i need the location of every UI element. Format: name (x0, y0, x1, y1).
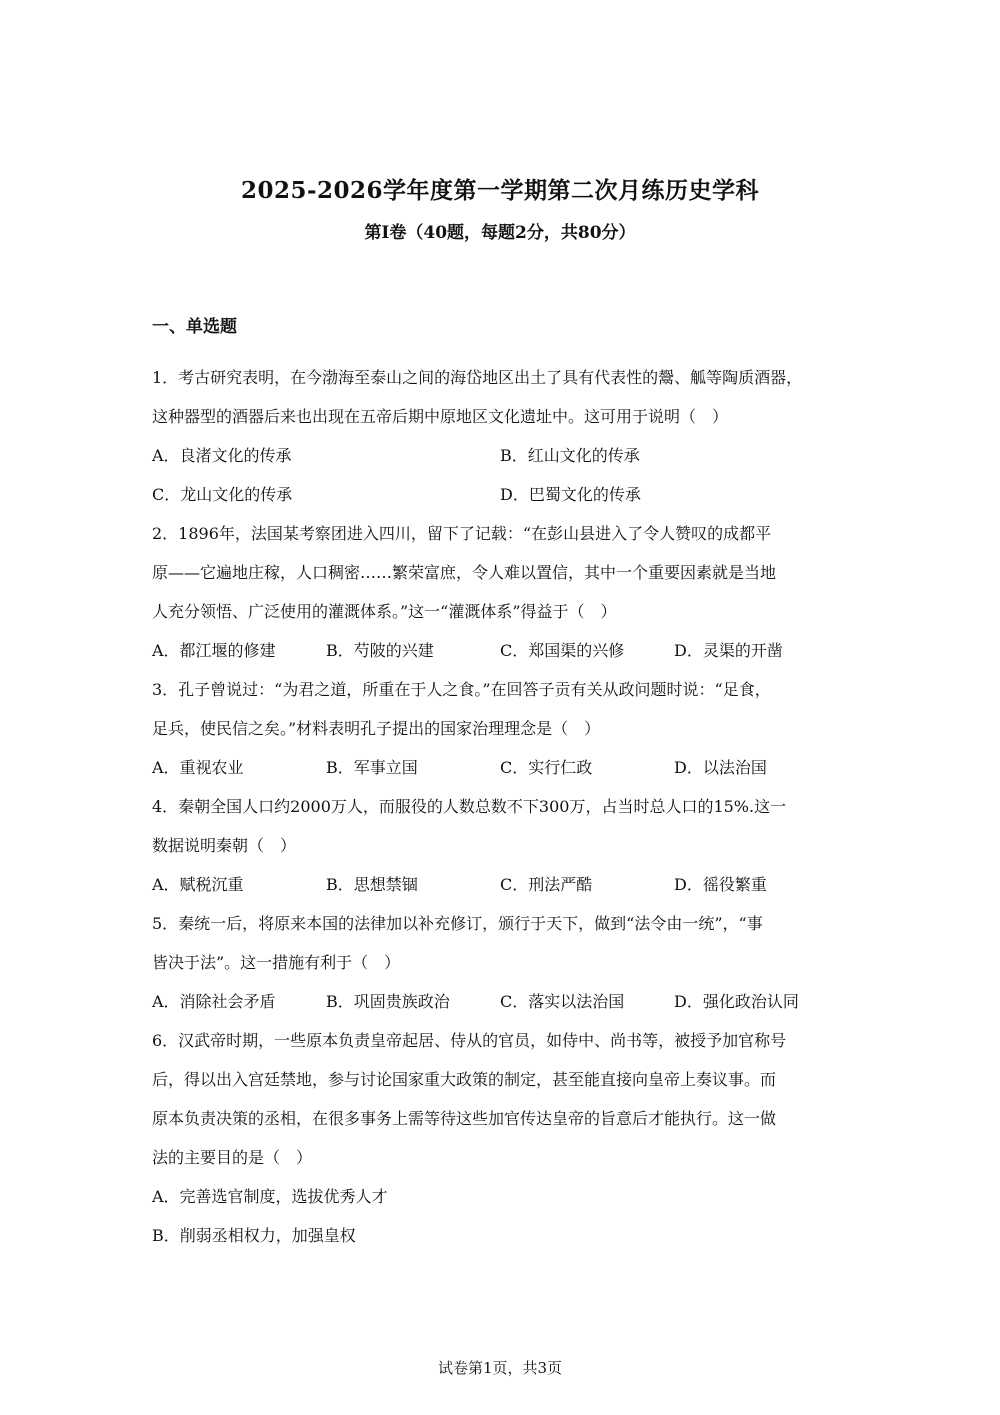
question-6-line-3: 原本负责决策的丞相，在很多事务上需等待这些加官传达皇帝的旨意后才能执行。这一做 (152, 1109, 777, 1128)
question-3-options (152, 755, 862, 794)
option-b: B．思想禁锢 (326, 875, 418, 894)
option-c: C．刑法严酷 (500, 875, 593, 894)
question-6-line-2: 后，得以出入宫廷禁地，参与讨论国家重大政策的制定，甚至能直接向皇帝上奏议事。而 (152, 1070, 777, 1089)
question-4 (152, 794, 862, 911)
exam-subtitle: 第Ⅰ卷（40题，每题2分，共80分） (364, 223, 636, 243)
option-b: B．削弱丞相权力，加强皇权 (152, 1226, 356, 1245)
question-2-line-2: 原——它遍地庄稼，人口稠密……繁荣富庶，令人难以置信，其中一个重要因素就是当地 (152, 563, 777, 582)
option-c: C．实行仁政 (500, 758, 593, 777)
option-c: C．龙山文化的传承 (152, 485, 293, 504)
question-2 (152, 521, 862, 677)
option-d: D．以法治国 (674, 758, 767, 777)
option-b: B．红山文化的传承 (500, 446, 640, 465)
option-a: A．良渚文化的传承 (152, 446, 292, 465)
question-4-options (152, 872, 862, 911)
option-b: B．军事立国 (326, 758, 418, 777)
question-4-line-1: 4．秦朝全国人口约2000万人，而服役的人数总数不下300万，占当时总人口的15%.这一 (152, 797, 787, 816)
option-a: A．消除社会矛盾 (152, 992, 276, 1011)
question-1-options-row-2 (152, 482, 862, 521)
option-a: A．重视农业 (152, 758, 244, 777)
question-2-line-3: 人充分领悟、广泛使用的灌溉体系。”这一“灌溉体系”得益于（ ） (152, 602, 617, 621)
question-5-line-2: 皆决于法”。这一措施有利于（ ） (152, 953, 401, 972)
option-b: B．巩固贵族政治 (326, 992, 450, 1011)
question-6 (152, 1028, 862, 1262)
page-footer: 试卷第1页，共3页 (437, 1359, 563, 1377)
question-6-line-4: 法的主要目的是（ ） (152, 1148, 313, 1167)
question-list (152, 365, 862, 1262)
question-2-options (152, 638, 862, 677)
option-d: D．巴蜀文化的传承 (500, 485, 641, 504)
option-a: A．赋税沉重 (152, 875, 244, 894)
question-6-line-1: 6．汉武帝时期，一些原本负责皇帝起居、侍从的官员，如侍中、尚书等，被授予加官称号 (152, 1031, 787, 1050)
option-b: B．芍陂的兴建 (326, 641, 434, 660)
question-3-line-2: 足兵，使民信之矣。”材料表明孔子提出的国家治理理念是（ ） (152, 719, 601, 738)
question-1-options-row-1 (152, 443, 862, 482)
exam-title: 2025-2026学年度第一学期第二次月练历史学科 (240, 177, 760, 204)
question-2-line-1: 2．1896年，法国某考察团进入四川，留下了记载：“在彭山县进入了令人赞叹的成都平 (152, 524, 772, 543)
question-3 (152, 677, 862, 794)
question-1-line-2: 这种器型的酒器后来也出现在五帝后期中原地区文化遗址中。这可用于说明（ ） (152, 407, 729, 426)
section-heading: 一、单选题 (152, 317, 237, 337)
option-d: D．徭役繁重 (674, 875, 767, 894)
question-1 (152, 365, 862, 521)
question-5-options (152, 989, 862, 1028)
option-c: C．郑国渠的兴修 (500, 641, 625, 660)
option-d: D．强化政治认同 (674, 992, 799, 1011)
option-a: A．完善选官制度，选拔优秀人才 (152, 1187, 388, 1206)
question-5-line-1: 5．秦统一后，将原来本国的法律加以补充修订，颁行于天下，做到“法令由一统”，“事 (152, 914, 763, 933)
option-c: C．落实以法治国 (500, 992, 625, 1011)
option-a: A．都江堰的修建 (152, 641, 276, 660)
question-3-line-1: 3．孔子曾说过：“为君之道，所重在于人之食。”在回答子贡有关从政问题时说：“足食， (152, 680, 771, 699)
option-d: D．灵渠的开凿 (674, 641, 783, 660)
question-5 (152, 911, 862, 1028)
question-1-line-1: 1．考古研究表明，在今渤海至泰山之间的海岱地区出土了具有代表性的鬶、觚等陶质酒器， (152, 368, 803, 387)
question-4-line-2: 数据说明秦朝（ ） (152, 836, 297, 855)
